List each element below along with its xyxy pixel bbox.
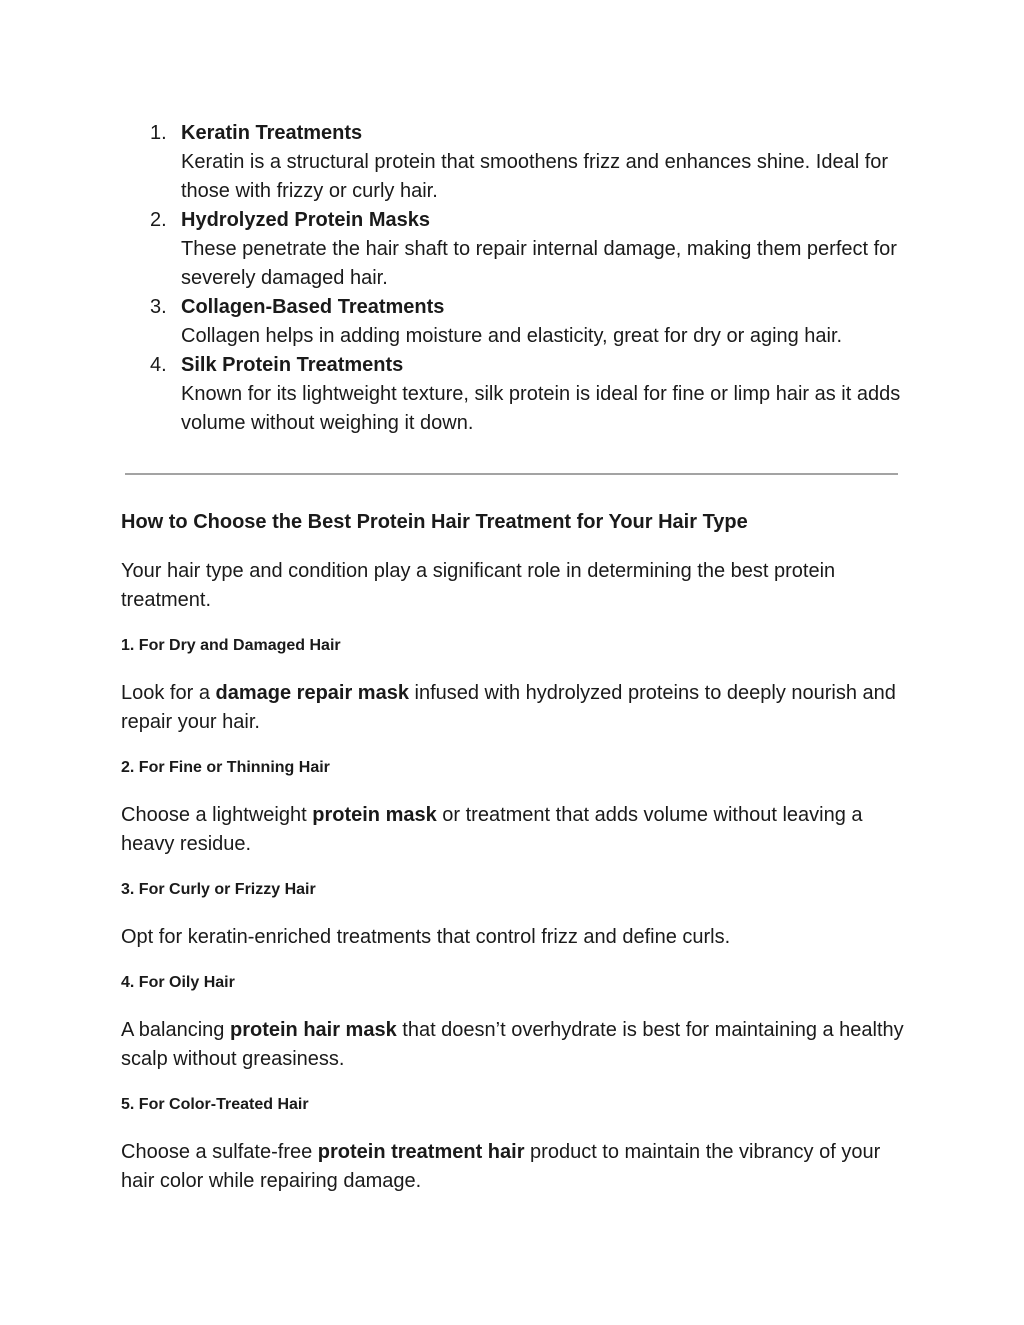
- list-item-description: Keratin is a structural protein that smoothens frizz and enhances shine. Ideal for those with frizzy or curly hair.: [181, 151, 889, 202]
- list-item-number: 1.: [150, 122, 167, 144]
- paragraph-dry-damaged: Look for a damage repair mask infused with hydrolyzed proteins to deeply nourish and repair your hair.: [121, 682, 896, 733]
- paragraph-curly-frizzy: Opt for keratin-enriched treatments that control frizz and define curls.: [121, 926, 731, 948]
- subheading-curly-frizzy: 3. For Curly or Frizzy Hair: [121, 881, 316, 898]
- horizontal-divider: [125, 473, 898, 475]
- list-item: [150, 119, 910, 206]
- list-item-title: Hydrolyzed Protein Masks: [181, 209, 430, 231]
- list-item: [150, 351, 910, 438]
- paragraph-fine-thinning: Choose a lightweight protein mask or treatment that adds volume without leaving a heavy residue.: [121, 804, 863, 855]
- list-item-description: Known for its lightweight texture, silk protein is ideal for fine or limp hair as it adds volume without weighing it down.: [181, 383, 901, 434]
- subheading-color-treated: 5. For Color-Treated Hair: [121, 1096, 309, 1113]
- list-item: [150, 293, 910, 351]
- subheading-dry-damaged: 1. For Dry and Damaged Hair: [121, 637, 341, 654]
- list-item-description: Collagen helps in adding moisture and elasticity, great for dry or aging hair.: [181, 325, 843, 347]
- list-item: [150, 206, 910, 293]
- list-item-number: 3.: [150, 296, 167, 318]
- subheading-fine-thinning: 2. For Fine or Thinning Hair: [121, 759, 330, 776]
- highlight-term: protein mask: [312, 804, 437, 826]
- highlight-term: protein hair mask: [229, 1019, 397, 1041]
- list-item-number: 4.: [150, 354, 167, 376]
- paragraph-color-treated: Choose a sulfate-free protein treatment hair product to maintain the vibrancy of your hair color while repairing damage.: [121, 1141, 881, 1192]
- highlight-term: damage repair mask: [215, 682, 409, 704]
- list-item-title: Silk Protein Treatments: [181, 354, 404, 376]
- highlight-term: protein treatment hair: [317, 1141, 525, 1163]
- paragraph-oily: A balancing protein hair mask that doesn’t overhydrate is best for maintaining a healthy scalp without greasiness.: [121, 1019, 904, 1070]
- list-item-number: 2.: [150, 209, 167, 231]
- treatment-list: [150, 119, 910, 438]
- intro-paragraph: Your hair type and condition play a significant role in determining the best protein treatment.: [121, 560, 836, 611]
- subheading-oily: 4. For Oily Hair: [121, 974, 235, 991]
- section-heading: How to Choose the Best Protein Hair Treatment for Your Hair Type: [121, 511, 748, 533]
- list-item-title: Keratin Treatments: [181, 122, 363, 144]
- list-item-title: Collagen-Based Treatments: [181, 296, 445, 318]
- list-item-description: These penetrate the hair shaft to repair internal damage, making them perfect for severely damaged hair.: [181, 238, 897, 289]
